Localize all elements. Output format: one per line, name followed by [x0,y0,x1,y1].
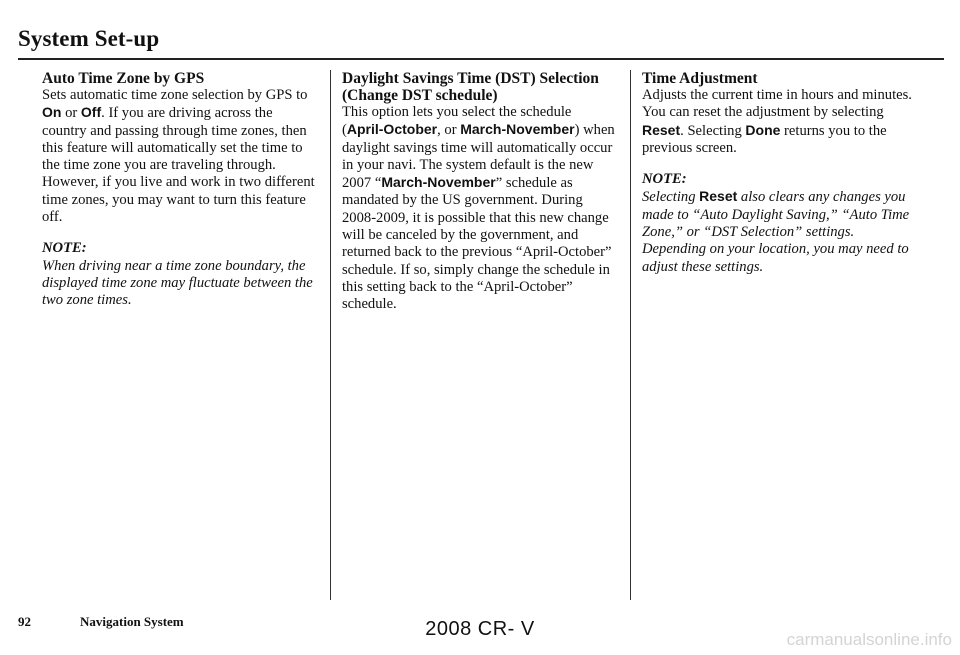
time-adjustment-body [642,87,918,157]
column-divider-2 [630,70,631,600]
reset-button-label: Reset [699,188,738,205]
reset-button-label: Reset [642,121,681,138]
note-text [642,188,918,275]
column-dst-selection [342,70,616,314]
april-october-option-label: April-October [346,121,438,138]
page-number: 92 [18,614,31,629]
section-heading-dst: Daylight Savings Time (DST) Selection (Change DST schedule) [342,70,599,104]
column-divider-1 [330,70,331,600]
page-title: System Set-up [18,26,160,51]
on-option-label: On [42,104,62,121]
body-text: or [61,105,81,122]
column-time-adjustment [642,70,918,276]
title-rule [18,58,944,60]
body-text: returns you to the previous screen. [642,122,887,156]
auto-time-zone-body [42,87,316,226]
dst-body [342,104,616,314]
note-text-part: also clears any changes you made to “Auto Daylight Saving,” “Auto Time Zone,” or “DST Selection” settings. Depending on your location, you may need to adjust these settings. [642,189,910,275]
march-november-default-label: March-November [381,174,496,191]
done-button-label: Done [745,121,781,138]
body-text: Sets automatic time zone selection by GPS to [42,87,308,103]
section-heading-auto-time-zone: Auto Time Zone by GPS [42,70,205,87]
footer-title: Navigation System [80,614,184,629]
note-label: NOTE: [42,240,87,257]
march-november-option-label: March-November [460,121,575,138]
body-text: . If you are driving across the country and passing through time zones, then this feature will automatically set the time to the time zone you are traveling through. However, if you live and work in two different time zones, you may want to turn this feature off. [42,105,315,226]
body-text: ) when daylight savings time will automatically occur in your navi. The system default is the new 2007 “ [342,122,615,192]
note-label: NOTE: [642,171,687,188]
body-text: . Selecting [680,122,746,139]
model-watermark: 2008 CR- V [425,618,535,640]
column-auto-time-zone [42,70,316,310]
site-watermark: carmanualsonline.info [786,630,952,649]
body-text: , or [437,122,461,139]
body-text: This option lets you select the schedule ( [342,104,572,139]
body-text: Adjusts the current time in hours and minutes. You can reset the adjustment by selecting [642,87,912,121]
body-text: ” schedule as mandated by the US government. During 2008-2009, it is possible that this new change will be canceled by the government, and returned back to the previous “April-October” schedule. If so, simply change the schedule in this setting back to the “April-October” schedule. [342,175,612,313]
off-option-label: Off [80,104,102,121]
note-text: When driving near a time zone boundary, the displayed time zone may fluctuate between the two zone times. [42,257,313,309]
section-heading-time-adjustment: Time Adjustment [642,70,758,87]
note-text-part: Selecting [642,189,700,206]
